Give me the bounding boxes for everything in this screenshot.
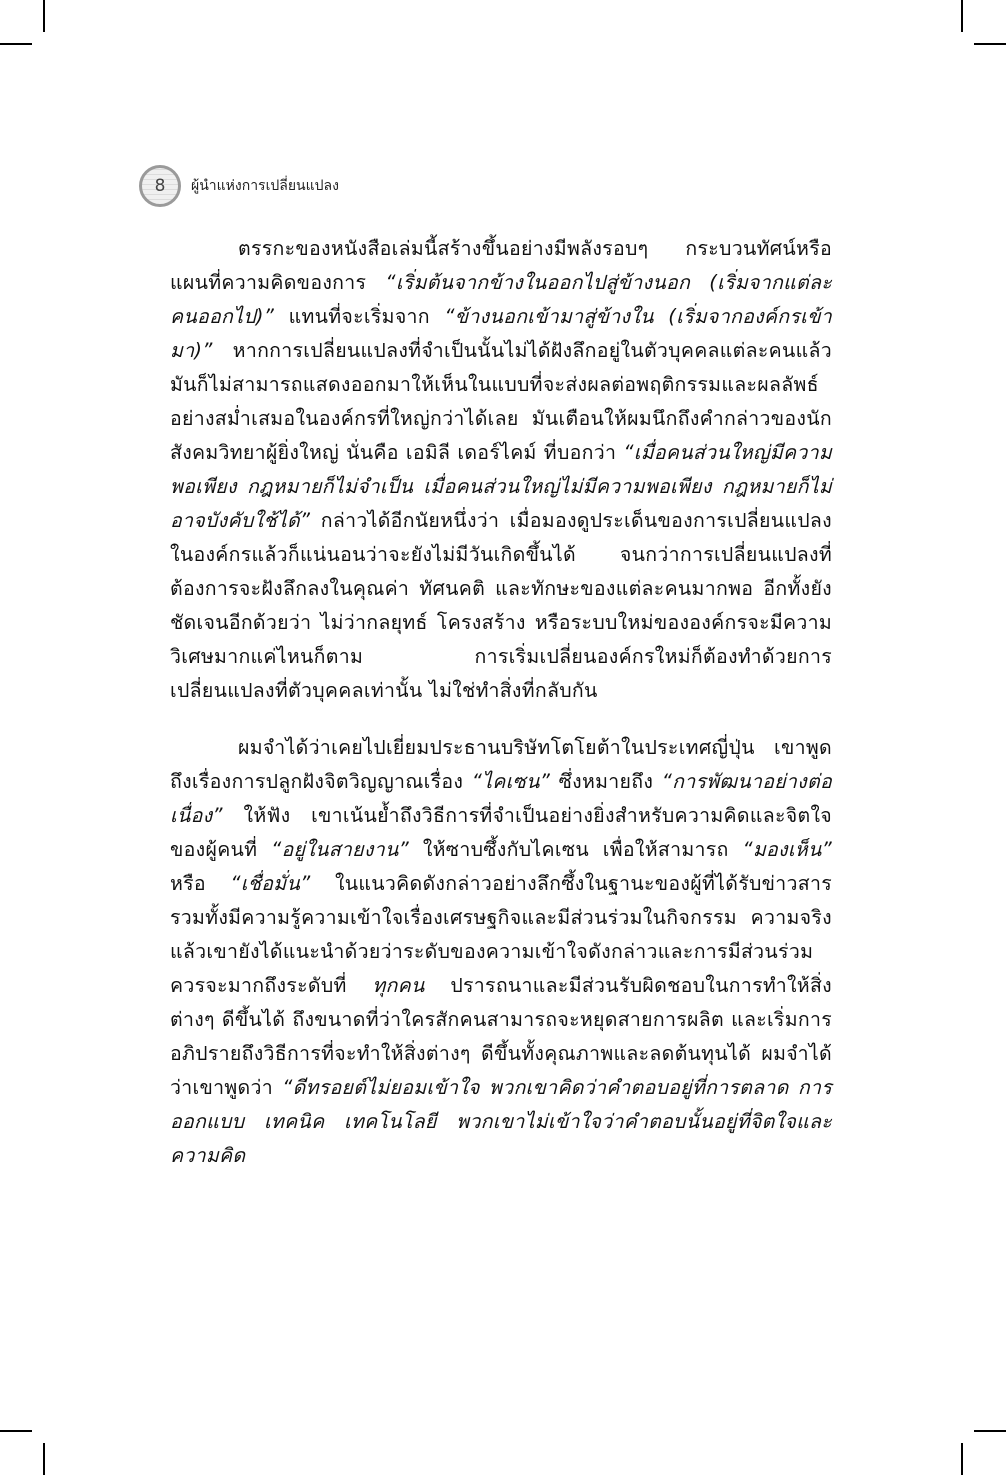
crop-mark-top-right-vertical bbox=[961, 0, 963, 32]
paragraph-2 bbox=[170, 731, 832, 1173]
quoted-text: “ไคเซน” bbox=[471, 770, 551, 793]
text-segment: ซึ่งหมายถึง bbox=[550, 770, 662, 793]
crop-mark-bottom-left-vertical bbox=[43, 1443, 45, 1475]
text-segment: แทนที่จะเริ่มจาก bbox=[274, 305, 445, 328]
crop-mark-bottom-right-vertical bbox=[961, 1443, 963, 1475]
text-segment: ตรรกะของหนังสือเล่มนี้สร้างขึ้นอย่างมีพลังรอบๆ กระบวนทัศน์หรือแผนที่ความคิดของการ bbox=[170, 237, 832, 294]
text-segment: หากการเปลี่ยนแปลงที่จำเป็นนั้นไม่ได้ฝังลึกอยู่ในตัวบุคคลแต่ละคนแล้ว มันก็ไม่สามารถแสดงออกมาให้เห็นในแบบที่จะส่งผลต่อพฤติกรรมและผลลัพธ์อย่างสม่ำเสมอในองค์กรที่ใหญ่กว่าได้เลย มันเตือนให้ผมนึกถึงคำกล่าวของนักสังคมวิทยาผู้ยิ่งใหญ่ นั่นคือ เอมิลี เดอร์ไคม์ ที่บอกว่า bbox=[170, 339, 832, 464]
running-title: ผู้นำแห่งการเปลี่ยนแปลง bbox=[191, 178, 339, 194]
crop-mark-top-left-horizontal bbox=[0, 43, 32, 45]
text-segment: ให้ฟัง เขาเน้นย้ำถึงวิธีการที่จำเป็นอย่างยิ่งสำหรับความคิดและจิตใจของผู้คนที่ bbox=[170, 804, 832, 861]
quoted-text: “มองเห็น” bbox=[742, 838, 832, 861]
quoted-text: “เริ่มต้นจากข้างในออกไปสู่ข้างนอก (เริ่มจากแต่ละคนออกไป)” bbox=[170, 271, 832, 328]
crop-mark-bottom-right-horizontal bbox=[974, 1430, 1006, 1432]
crop-mark-top-left-vertical bbox=[43, 0, 45, 32]
running-header bbox=[139, 163, 339, 209]
crop-mark-top-right-horizontal bbox=[974, 43, 1006, 45]
quoted-text: “การพัฒนาอย่างต่อเนื่อง” bbox=[170, 770, 832, 827]
quoted-text: “ข้างนอกเข้ามาสู่ข้างใน (เริ่มจากองค์กรเข้ามา)” bbox=[170, 305, 832, 362]
page-number: 8 bbox=[154, 176, 166, 196]
crop-mark-bottom-left-horizontal bbox=[0, 1430, 32, 1432]
text-segment: หรือ bbox=[170, 872, 231, 895]
body-text bbox=[170, 232, 832, 1173]
text-segment: ให้ซาบซึ้งกับไคเซน เพื่อให้สามารถ bbox=[409, 838, 743, 861]
quoted-text: “เมื่อคนส่วนใหญ่มีความพอเพียง กฎหมายก็ไม่จำเป็น เมื่อคนส่วนใหญ่ไม่มีความพอเพียง กฎหมายก็ไม่อาจบังคับใช้ได้” bbox=[170, 441, 832, 532]
quoted-text: “ดีทรอยต์ไม่ยอมเข้าใจ พวกเขาคิดว่าคำตอบอยู่ที่การตลาด การออกแบบ เทคนิค เทคโนโลยี พวกเขาไม่เข้าใจว่าคำตอบนั้นอยู่ที่จิตใจและความคิด bbox=[170, 1076, 832, 1167]
text-segment: ในแนวคิดดังกล่าวอย่างลึกซึ้งในฐานะของผู้ที่ได้รับข่าวสาร รวมทั้งมีความรู้ความเข้าใจเรื่องเศรษฐกิจและมีส่วนร่วมในกิจกรรม ความจริงแล้วเขายังได้แนะนำด้วยว่าระดับของความเข้าใจดังกล่าวและการมีส่วนร่วมควรจะมากถึงระดับที่ bbox=[170, 872, 832, 997]
quoted-text: “เชื่อมั่น” bbox=[230, 872, 311, 895]
quoted-text: ทุกคน bbox=[372, 974, 425, 997]
page-number-badge bbox=[139, 165, 181, 207]
quoted-text: “อยู่ในสายงาน” bbox=[271, 838, 410, 861]
paragraph-1 bbox=[170, 232, 832, 708]
text-segment: กล่าวได้อีกนัยหนึ่งว่า เมื่อมองดูประเด็นของการเปลี่ยนแปลงในองค์กรแล้วก็แน่นอนว่าจะยังไม่มีวันเกิดขึ้นได้ จนกว่าการเปลี่ยนแปลงที่ต้องการจะฝังลึกลงในคุณค่า ทัศนคติ และทักษะของแต่ละคนมากพอ อีกทั้งยังชัดเจนอีกด้วยว่า ไม่ว่ากลยุทธ์ โครงสร้าง หรือระบบใหม่ขององค์กรจะมีความวิเศษมากแค่ไหนก็ตาม การเริ่มเปลี่ยนองค์กรใหม่ก็ต้องทำด้วยการเปลี่ยนแปลงที่ตัวบุคคลเท่านั้น ไม่ใช่ทำสิ่งที่กลับกัน bbox=[170, 509, 832, 702]
text-segment: ปรารถนาและมีส่วนรับผิดชอบในการทำให้สิ่งต่างๆ ดีขึ้นได้ ถึงขนาดที่ว่าใครสักคนสามารถจะหยุดสายการผลิต และเริ่มการอภิปรายถึงวิธีการที่จะทำให้สิ่งต่างๆ ดีขึ้นทั้งคุณภาพและลดต้นทุนได้ ผมจำได้ว่าเขาพูดว่า bbox=[170, 974, 832, 1099]
text-segment: ผมจำได้ว่าเคยไปเยี่ยมประธานบริษัทโตโยต้าในประเทศญี่ปุ่น เขาพูดถึงเรื่องการปลูกฝังจิตวิญญาณเรื่อง bbox=[170, 736, 832, 793]
